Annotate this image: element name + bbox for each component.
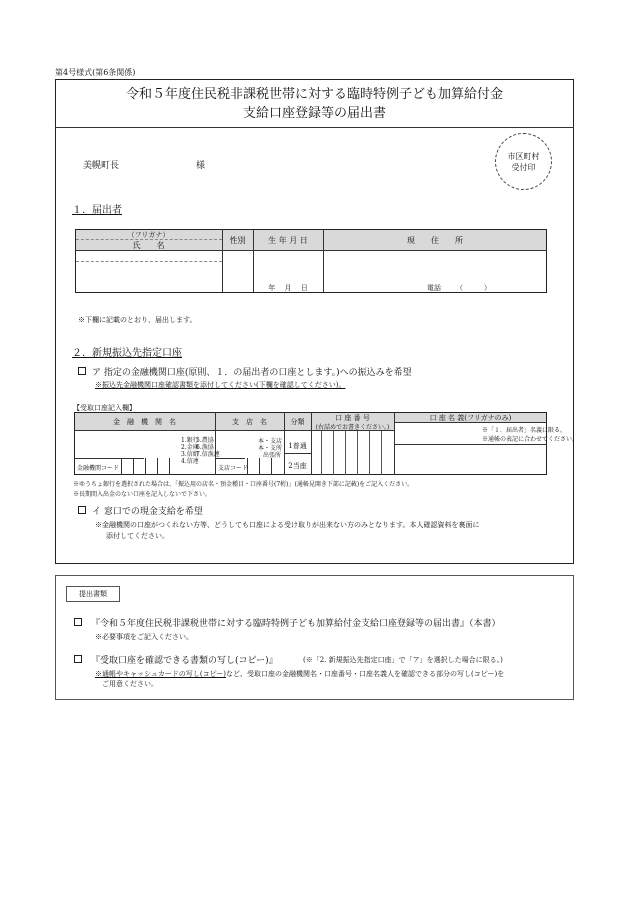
category-option-1[interactable]: 1普通 [288, 442, 307, 450]
code-cell [145, 458, 146, 475]
form-number: 第4号様式(第6条関係) [55, 68, 136, 77]
form-title-line2: 支給口座登録等の届出書 [242, 106, 386, 121]
code-cell [169, 458, 170, 475]
option-i-note-1: ※金融機関の口座がつくれない方等、どうしても口座による受け取りが出来ない方のみとなります。本人確認資料を裏面に [95, 521, 480, 529]
account-number-note: (右詰めでお書きください。) [315, 424, 390, 431]
category-header: 分類 [290, 418, 305, 426]
bank-type-7: 7.信漁連 [196, 451, 220, 458]
account-holder-header: 口 座 名 義(フリガナのみ) [429, 414, 512, 422]
addressee-honorific: 様 [196, 161, 206, 171]
code-cell [157, 458, 158, 475]
account-digit-cell [321, 431, 322, 475]
option-a-note: ※振込先金融機関口座確認書類を添付してください(下欄を確認してください)。 [95, 381, 346, 389]
bank-code-label: 金融機関コード [77, 465, 120, 472]
holder-note-1: ※「１．届出者」名義に限る。 [482, 427, 567, 434]
sex-label: 性別 [229, 236, 246, 245]
stamp-label-line2: 受付印 [511, 163, 536, 172]
phone-label: 電話 [427, 284, 441, 292]
option-i-note-2: 添付してください。 [106, 532, 169, 540]
category-divider [284, 453, 311, 454]
branch-name-input[interactable] [216, 431, 256, 456]
document-2-note-2: ご用意ください。 [102, 680, 158, 688]
name-label: 氏 名 [132, 241, 165, 250]
account-number-header: 口 座 番 号 [335, 414, 370, 422]
bank-name-input[interactable] [75, 431, 180, 456]
bank-type-6: 6.漁協 [196, 444, 214, 451]
furigana-input[interactable] [76, 251, 222, 261]
account-section-label: 【受取口座記入欄】 [73, 404, 136, 412]
name-input[interactable] [76, 262, 222, 292]
option-i-label: イ 窓口での現金支給を希望 [92, 507, 203, 517]
account-digit-cell [381, 431, 382, 475]
code-cell [133, 458, 134, 475]
code-cell [259, 458, 260, 475]
section1-note: ※下欄に記載のとおり、届出します。 [78, 316, 197, 324]
code-cell [121, 458, 122, 475]
stamp-label-line1: 市区町村 [507, 152, 540, 161]
section2-heading: ２．新規振込先指定口座 [72, 348, 182, 359]
code-cell [271, 458, 272, 475]
section1-heading: １．届出者 [72, 205, 122, 216]
bank-code-input[interactable] [121, 459, 179, 475]
branch-name-header: 支 店 名 [232, 418, 267, 426]
document-1-label: 『令和５年度住民税非課税世帯に対する臨時特例子ども加算給付金支給口座登録等の届出書』（本書） [91, 619, 501, 629]
phone-parens: （ ） [456, 284, 491, 292]
branch-code-label: 支店コード [218, 465, 249, 472]
bank-type-5: 5.農協 [196, 437, 214, 444]
document-2-label: 『受取口座を確認できる書類の写し(コピー)』 [91, 656, 278, 666]
dob-label: 生 年 月 日 [268, 236, 308, 245]
document-1-note: ※必要事項をご記入ください。 [95, 633, 193, 641]
bank-type-3: 3.信組 [181, 451, 199, 458]
holder-note-2: ※通帳の表記に合わせてください。 [482, 436, 579, 443]
bank-type-4: 4.信連 [181, 458, 199, 465]
sex-input[interactable] [223, 251, 253, 292]
longterm-note: ※長期間入出金のない口座を記入しないで下さい。 [73, 491, 212, 498]
account-holder-input[interactable] [395, 445, 546, 474]
yucho-note: ※ゆうちょ銀行を選択された場合は、「振込用の店名・預金種目・口座番号(7桁)」(通帳見開き下部に記載)をご記入ください。 [73, 481, 414, 488]
account-digit-cell [369, 431, 370, 475]
option-i-checkbox[interactable] [78, 506, 86, 514]
account-digit-cell [357, 431, 358, 475]
category-option-2[interactable]: 2当座 [288, 462, 307, 470]
branch-code-input[interactable] [247, 459, 284, 475]
branch-type-3: 出張所 [263, 452, 282, 459]
account-digit-cell [345, 431, 346, 475]
branch-type-1: 本・支店 [258, 438, 283, 445]
bank-type-2: 2.金庫 [181, 444, 199, 451]
documents-label: 提出書類 [79, 590, 107, 598]
addressee-name: 美幌町長 [83, 161, 120, 171]
document-2-note-rest: など、受取口座の金融機関名・口座番号・口座名義人を確認できる部分の写し(コピー)を [226, 670, 505, 678]
document-2-checkbox[interactable] [74, 655, 82, 663]
option-a-checkbox[interactable] [78, 367, 86, 375]
document-2-note-underlined: ※通帳やキャッシュカードの写し(コピー) [95, 670, 227, 678]
document-2-condition: (※「2. 新規振込先指定口座」で「ア」を選択した場合に限る。) [303, 656, 503, 664]
branch-type-2: 本・支所 [258, 445, 283, 452]
branch-code-divider [215, 458, 245, 459]
address-label: 現 住 所 [407, 236, 463, 245]
document-1-checkbox[interactable] [74, 618, 82, 626]
option-a-label: ア 指定の金融機関口座(原則、１．の届出者の口座とします。)への振込みを希望 [92, 368, 412, 378]
dob-date-label: 年 月 日 [268, 284, 308, 292]
furigana-label: （フリガナ） [127, 231, 170, 239]
bank-type-1: 1.銀行 [181, 437, 199, 444]
form-title-line1: 令和５年度住民税非課税世帯に対する臨時特例子ども加算給付金 [125, 87, 503, 102]
code-cell [247, 458, 248, 475]
account-digit-cell [333, 431, 334, 475]
bank-name-header: 金 融 機 関 名 [113, 418, 176, 426]
document-2-note-1 [95, 669, 504, 679]
title-divider [55, 127, 574, 128]
